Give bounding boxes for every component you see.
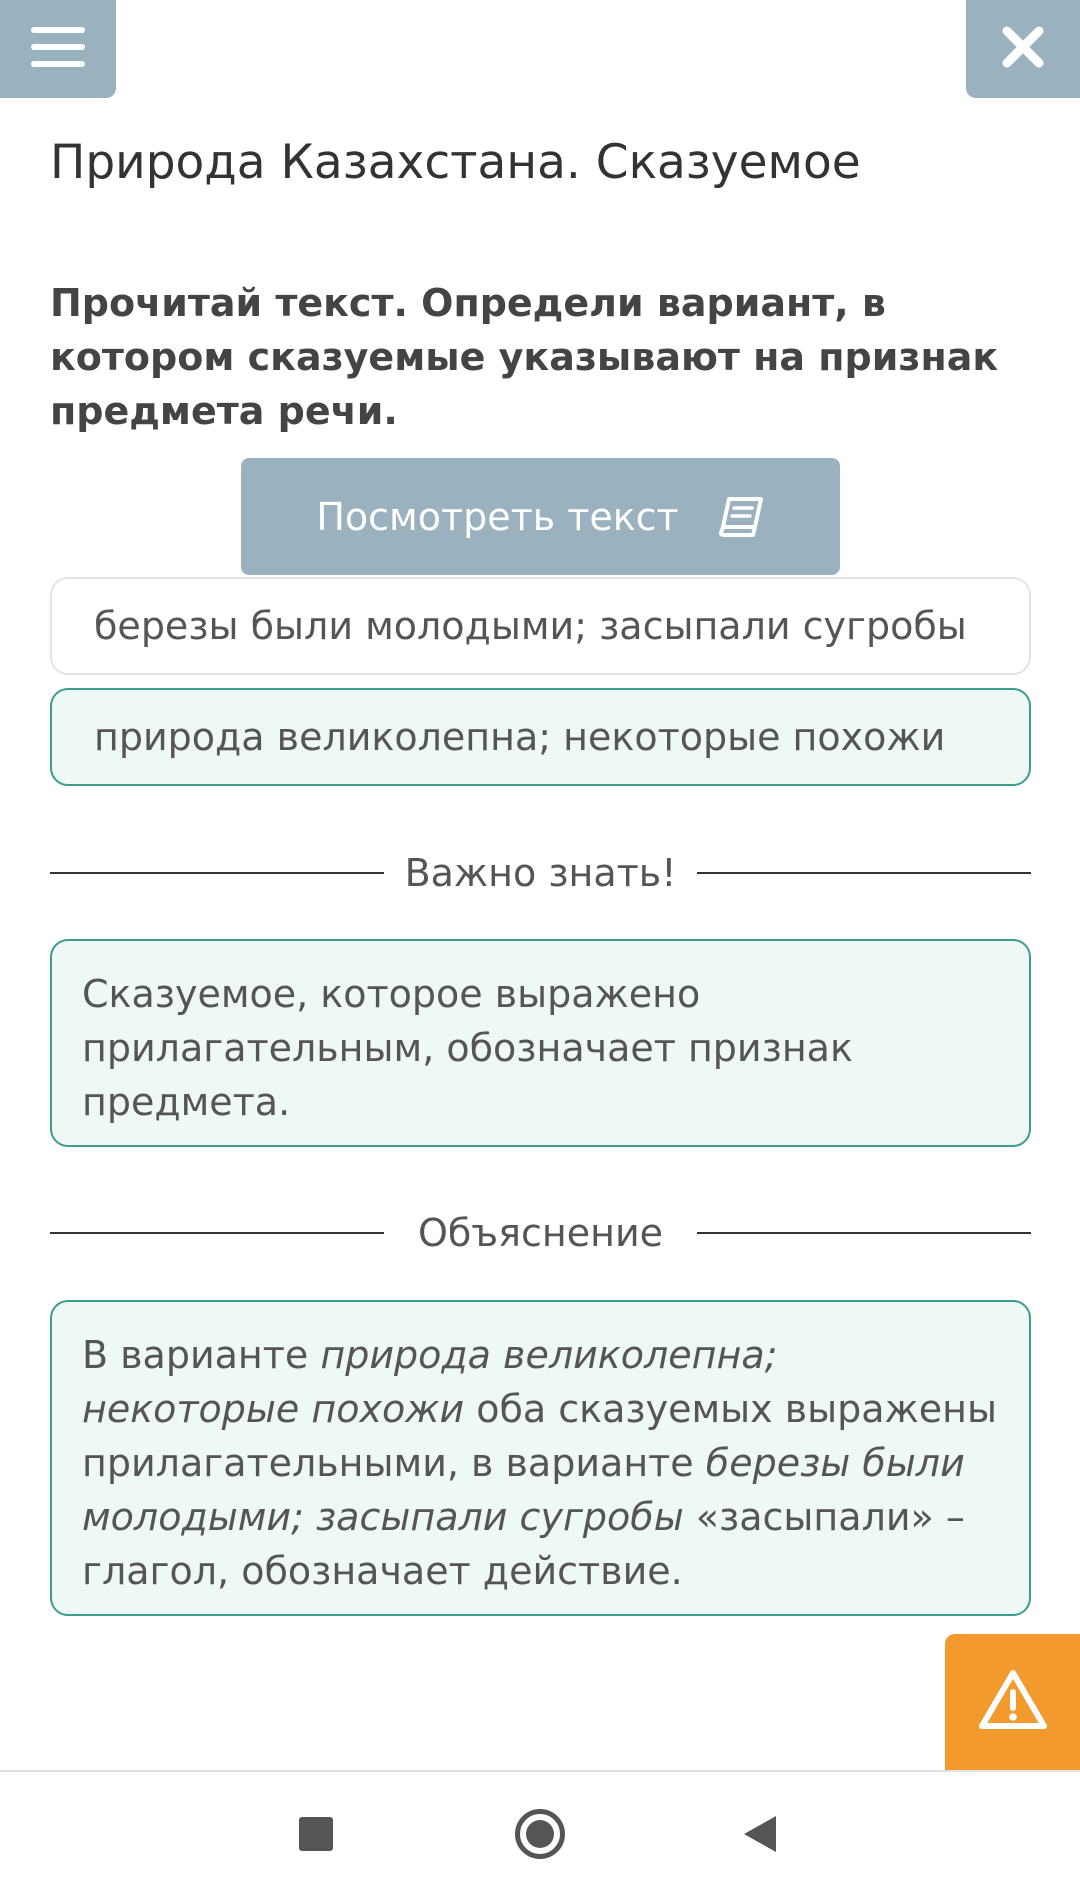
important-divider xyxy=(50,843,1031,903)
close-icon xyxy=(1001,25,1045,73)
book-icon xyxy=(719,497,765,537)
explanation-italic-example: березы были молодыми; засыпали сугробы xyxy=(82,1441,965,1539)
explanation-heading: Объяснение xyxy=(417,1211,664,1255)
explanation-card xyxy=(50,1300,1031,1616)
explanation-text: оба сказуемых выражены прилагательными, в варианте xyxy=(82,1387,997,1485)
circle-home-icon xyxy=(514,1808,566,1864)
answer-option[interactable] xyxy=(50,577,1031,675)
close-button[interactable] xyxy=(966,0,1080,98)
report-problem-button[interactable] xyxy=(945,1634,1080,1770)
important-card xyxy=(50,939,1031,1147)
warning-triangle-icon xyxy=(977,1668,1049,1736)
page-title: Природа Казахстана. Сказуемое xyxy=(50,135,861,190)
recents-button[interactable] xyxy=(256,1772,376,1900)
divider-line xyxy=(697,872,1031,874)
back-button[interactable] xyxy=(700,1772,820,1900)
menu-button[interactable] xyxy=(0,0,116,98)
important-text: Сказуемое, которое выражено прилагательным, обозначает признак предмета. xyxy=(82,972,853,1124)
answer-option-correct[interactable] xyxy=(50,688,1031,786)
view-text-button[interactable] xyxy=(241,458,840,575)
home-button[interactable] xyxy=(480,1772,600,1900)
system-navigation-bar xyxy=(0,1770,1080,1900)
question-text: Прочитай текст. Определи вариант, в котором сказуемые указывают на признак предмета речи. xyxy=(50,281,999,433)
answer-option-text: природа великолепна; некоторые похожи xyxy=(94,715,946,759)
important-heading: Важно знать! xyxy=(404,851,677,895)
square-stop-icon xyxy=(298,1816,334,1856)
explanation-text: В варианте xyxy=(82,1333,321,1377)
triangle-back-icon xyxy=(742,1814,778,1858)
explanation-divider xyxy=(50,1203,1031,1263)
hamburger-menu-icon xyxy=(31,27,85,71)
explanation-italic-example: природа великолепна; некоторые похожи xyxy=(82,1333,778,1431)
explanation-text: «засыпали» – глагол, обозначает действие. xyxy=(82,1495,965,1593)
view-text-button-label: Посмотреть текст xyxy=(316,494,679,539)
answer-option-text: березы были молодыми; засыпали сугробы xyxy=(94,604,967,648)
divider-line xyxy=(697,1232,1031,1234)
